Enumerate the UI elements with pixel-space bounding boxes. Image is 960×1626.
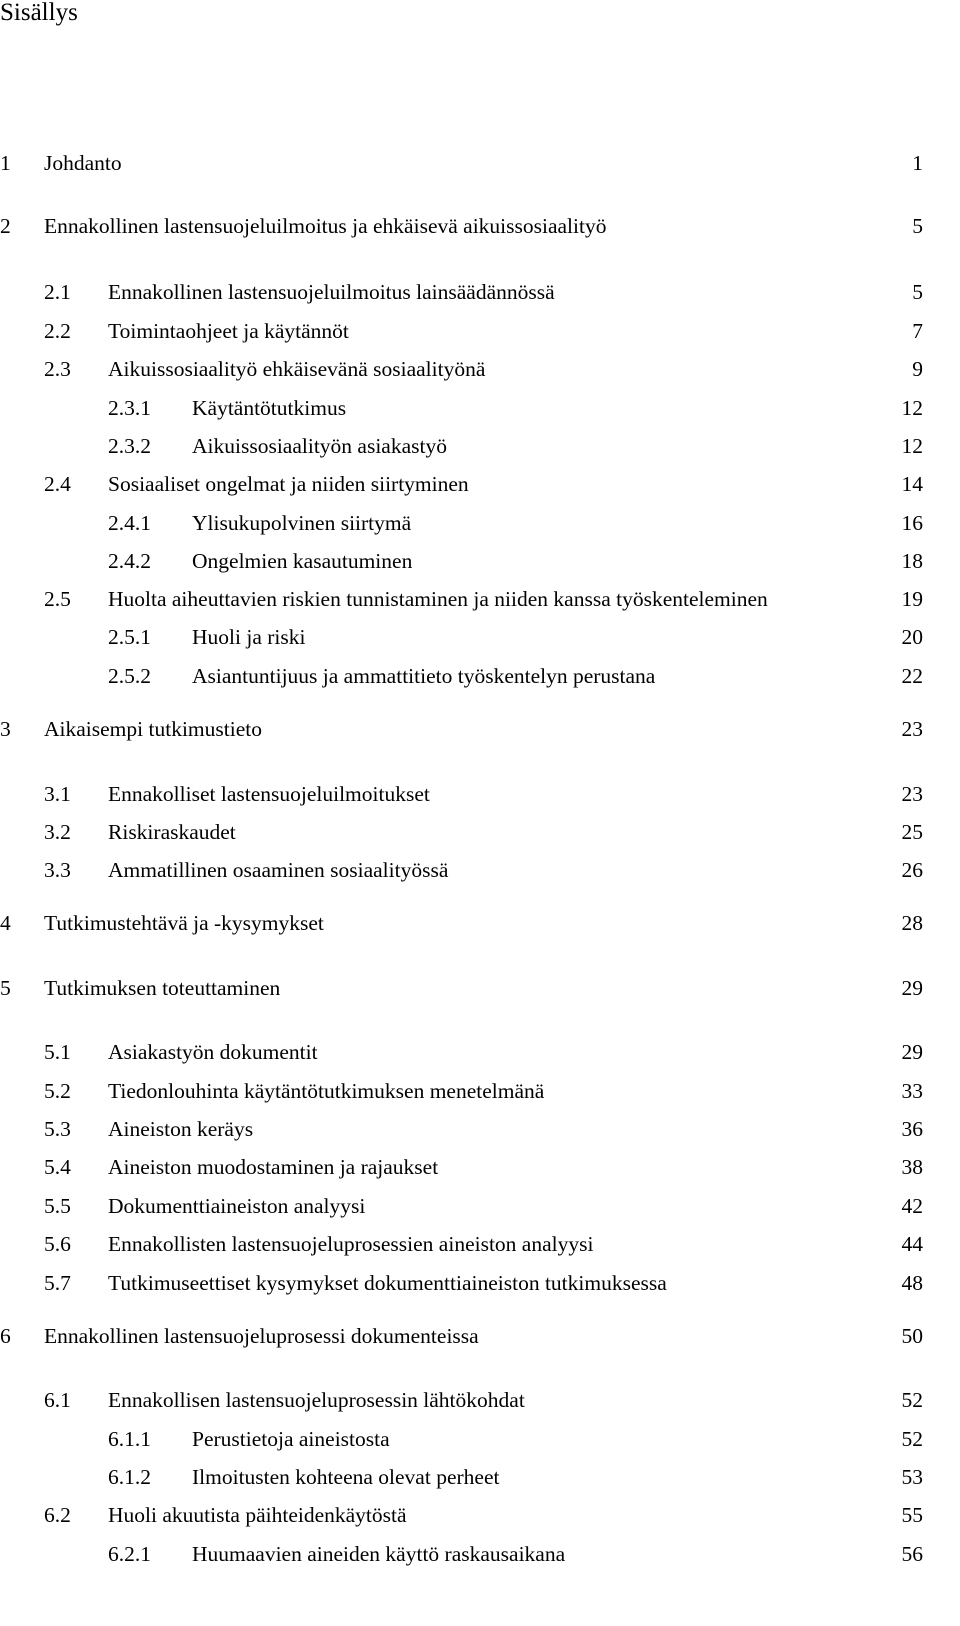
toc-entry [0,546,960,576]
toc-entry-page: 1 [912,151,923,175]
toc-entry [0,1321,960,1351]
toc-entry-page: 50 [901,1324,923,1348]
toc-entry [0,316,960,346]
toc-entry-title: Tutkimuseettiset kysymykset dokumenttiaineiston tutkimuksessa [108,1271,667,1295]
toc-entry-page: 5 [912,280,923,304]
toc-entry-title: Tiedonlouhinta käytäntötutkimuksen menetelmänä [108,1079,545,1103]
toc-entry [0,1424,960,1454]
toc-entry-number: 2.5 [44,587,71,611]
toc-entry [0,1268,960,1298]
toc-entry-number: 1 [0,151,11,175]
page-title: Sisällys [0,0,78,26]
toc-entry [0,1539,960,1569]
toc-entry-number: 2.4.1 [108,511,151,535]
toc-entry-number: 3.3 [44,858,71,882]
toc-entry-number: 3 [0,717,11,741]
toc-entry-title: Huoli akuutista päihteidenkäytöstä [108,1503,407,1527]
toc-entry-number: 2.4 [44,472,71,496]
toc-entry-title: Käytäntötutkimus [192,396,347,420]
toc-entry-number: 5.6 [44,1232,71,1256]
toc-entry-number: 5 [0,976,11,1000]
toc-entry-number: 2.3 [44,357,71,381]
toc-entry-page: 9 [912,357,923,381]
toc-entry [0,431,960,461]
toc-entry [0,1191,960,1221]
toc-entry-number: 5.1 [44,1040,71,1064]
toc-entry [0,855,960,885]
toc-entry [0,277,960,307]
toc-entry-page: 18 [901,549,923,573]
toc-entry-page: 38 [901,1155,923,1179]
toc-entry-page: 42 [901,1194,923,1218]
toc-entry-number: 2.3.1 [108,396,151,420]
toc-entry-title: Ilmoitusten kohteena olevat perheet [192,1465,500,1489]
toc-entry-number: 3.2 [44,820,71,844]
toc-entry-page: 56 [901,1542,923,1566]
toc-entry-number: 2.1 [44,280,71,304]
toc-entry-page: 52 [901,1427,923,1451]
toc-entry-title: Aikuissosiaalityön asiakastyö [192,434,447,458]
toc-entry-title: Sosiaaliset ongelmat ja niiden siirtyminen [108,472,469,496]
toc-entry-number: 5.5 [44,1194,71,1218]
toc-entry-page: 28 [901,911,923,935]
toc-entry-number: 6.2 [44,1503,71,1527]
toc-entry [0,1500,960,1530]
toc-entry-page: 44 [901,1232,923,1256]
toc-entry [0,1229,960,1259]
toc-entry-number: 6.1.1 [108,1427,151,1451]
toc-entry [0,1152,960,1182]
toc-entry [0,393,960,423]
toc-entry-title: Ylisukupolvinen siirtymä [192,511,412,535]
toc-entry [0,1462,960,1492]
toc-entry-title: Ennakollinen lastensuojeluilmoitus ja ehkäisevä aikuissosiaalityö [44,214,607,238]
toc-entry-number: 5.2 [44,1079,71,1103]
toc-entry [0,817,960,847]
toc-entry-page: 16 [901,511,923,535]
toc-entry-page: 25 [901,820,923,844]
toc-entry-title: Ongelmien kasautuminen [192,549,413,573]
toc-entry-title: Aineiston keräys [108,1117,254,1141]
toc-entry [0,908,960,938]
toc-entry-title: Asiantuntijuus ja ammattitieto työskentelyn perustana [192,664,656,688]
toc-entry-number: 2.4.2 [108,549,151,573]
toc-entry [0,148,960,178]
toc-entry-title: Huoli ja riski [192,625,306,649]
toc-entry-number: 2 [0,214,11,238]
toc-entry-number: 4 [0,911,11,935]
toc-entry-title: Ennakollisen lastensuojeluprosessin lähtökohdat [108,1388,525,1412]
toc-entry [0,354,960,384]
toc-entry [0,973,960,1003]
toc-entry-page: 36 [901,1117,923,1141]
toc-entry-number: 5.3 [44,1117,71,1141]
toc-entry-title: Asiakastyön dokumentit [108,1040,318,1064]
toc-entry-number: 2.5.1 [108,625,151,649]
toc-entry-page: 52 [901,1388,923,1412]
toc-entry [0,779,960,809]
toc-entry-title: Ennakollisten lastensuojeluprosessien aineiston analyysi [108,1232,594,1256]
toc-entry [0,584,960,614]
toc-entry-title: Toimintaohjeet ja käytännöt [108,319,349,343]
toc-entry-title: Perustietoja aineistosta [192,1427,390,1451]
toc-entry-title: Tutkimuksen toteuttaminen [44,976,281,1000]
toc-entry-page: 20 [901,625,923,649]
toc-entry [0,714,960,744]
toc-entry-title: Huumaavien aineiden käyttö raskausaikana [192,1542,566,1566]
toc-entry [0,1385,960,1415]
toc-entry-number: 6 [0,1324,11,1348]
toc-entry [0,622,960,652]
toc-entry-page: 48 [901,1271,923,1295]
toc-entry-title: Tutkimustehtävä ja -kysymykset [44,911,324,935]
toc-entry-page: 12 [901,434,923,458]
toc-entry-number: 6.1 [44,1388,71,1412]
toc-entry [0,661,960,691]
toc-entry-page: 23 [901,717,923,741]
toc-entry-title: Aineiston muodostaminen ja rajaukset [108,1155,439,1179]
toc-entry [0,508,960,538]
toc-entry-page: 29 [901,976,923,1000]
toc-entry-title: Johdanto [44,151,122,175]
toc-entry-title: Ennakolliset lastensuojeluilmoitukset [108,782,430,806]
toc-entry-page: 29 [901,1040,923,1064]
toc-entry-number: 2.2 [44,319,71,343]
toc-entry-page: 5 [912,214,923,238]
toc-entry-number: 6.2.1 [108,1542,151,1566]
toc-entry-number: 5.4 [44,1155,71,1179]
toc-entry [0,469,960,499]
toc-entry-page: 26 [901,858,923,882]
toc-entry [0,1037,960,1067]
toc-entry-page: 22 [901,664,923,688]
toc-entry-page: 55 [901,1503,923,1527]
toc-entry-page: 19 [901,587,923,611]
toc-entry-title: Aikaisempi tutkimustieto [44,717,262,741]
toc-entry-page: 12 [901,396,923,420]
toc-entry-title: Ammatillinen osaaminen sosiaalityössä [108,858,449,882]
toc-entry-title: Aikuissosiaalityö ehkäisevänä sosiaalityönä [108,357,486,381]
toc-entry-title: Ennakollinen lastensuojeluprosessi dokumenteissa [44,1324,479,1348]
toc-entry-page: 14 [901,472,923,496]
toc-entry-title: Riskiraskaudet [108,820,236,844]
toc-entry-page: 23 [901,782,923,806]
toc-entry-page: 53 [901,1465,923,1489]
toc-entry-number: 3.1 [44,782,71,806]
toc-entry [0,1114,960,1144]
toc-entry-title: Dokumenttiaineiston analyysi [108,1194,366,1218]
toc-entry-number: 6.1.2 [108,1465,151,1489]
toc-entry-number: 5.7 [44,1271,71,1295]
toc-entry-title: Huolta aiheuttavien riskien tunnistaminen ja niiden kanssa työskenteleminen [108,587,768,611]
toc-entry-number: 2.5.2 [108,664,151,688]
toc-entry-number: 2.3.2 [108,434,151,458]
toc-entry [0,211,960,241]
toc-entry-page: 33 [901,1079,923,1103]
toc-entry-page: 7 [912,319,923,343]
toc-entry [0,1076,960,1106]
toc-entry-title: Ennakollinen lastensuojeluilmoitus lainsäädännössä [108,280,555,304]
